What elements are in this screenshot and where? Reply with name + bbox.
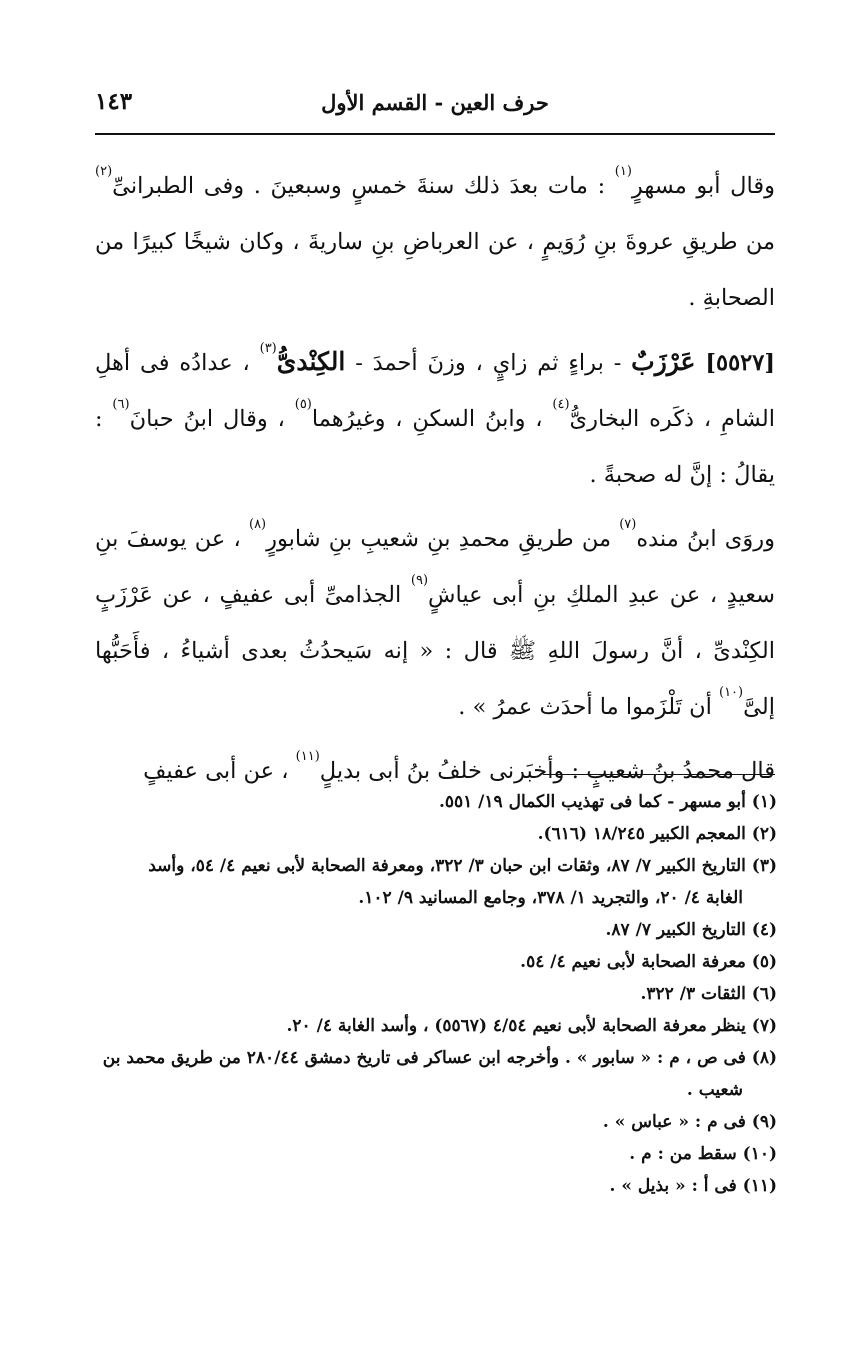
text-segment: ، وابنُ السكنِ ، وغيرُهما	[311, 406, 553, 432]
text-segment: ، عن يوسفَ بنِ سعيدٍ ، عن عبدِ الملكِ بنِ أبى عياشٍ	[95, 526, 775, 608]
footnotes	[95, 786, 777, 1202]
text-segment: : يقالُ : إنَّ له صحبةً .	[95, 406, 775, 488]
footnote-6: (٦) الثقات ٣/ ٣٢٢.	[640, 984, 777, 1004]
text-segment: ، عدادُه فى أهلِ الشامِ ، ذكَره البخارىُّ	[95, 350, 775, 432]
footnote-marker-9: (٩)	[410, 573, 429, 588]
footnote-marker-5: (٥)	[294, 397, 312, 412]
footnote-11: (١١) فى أ : « بذيل » .	[609, 1176, 777, 1196]
paragraph-1	[95, 158, 775, 326]
footnote-1: (١) أبو مسهر - كما فى تهذيب الكمال ١٩/ ٥٥١.	[438, 792, 777, 812]
text-segment: ، عن أبى عفيفٍ	[143, 758, 296, 784]
text-segment: : مات بعدَ ذلك سنةَ خمسٍ وسبعينَ . وفى الطبرانىِّ	[112, 173, 615, 199]
main-text	[95, 158, 775, 799]
footnote-3: (٣) التاريخ الكبير ٧/ ٨٧، وثقات ابن حبان ٣/ ٣٢٢، ومعرفة الصحابة لأبى نعيم ٤/ ٥٤، وأسد	[148, 856, 777, 876]
text-segment: من طريقِ عروةَ بنِ رُوَيمٍ ، عن العرباضِ بنِ ساريةَ ، وكان شيخًا كبيرًا من الصحابةِ .	[95, 229, 775, 311]
footnote-marker-11: (١١)	[295, 749, 320, 764]
footnote-marker-1: (١)	[614, 164, 632, 179]
footnote-marker-4: (٤)	[552, 397, 570, 412]
entry-number: [٥٥٢٧]	[705, 350, 775, 376]
paragraph-2-entry	[95, 334, 775, 503]
footnote-4: (٤) التاريخ الكبير ٧/ ٨٧.	[605, 920, 777, 940]
footnote-5: (٥) معرفة الصحابة لأبى نعيم ٤/ ٥٤.	[520, 952, 777, 972]
entry-name: عَرْزَبٌ	[631, 347, 696, 376]
text-segment: ، وقال ابنُ حبانَ	[129, 406, 295, 432]
header-rule	[95, 133, 775, 135]
text-segment: من طريقِ محمدِ بنِ شعيبِ بنِ شابورٍ	[266, 526, 620, 552]
footnote-marker-7: (٧)	[619, 517, 637, 532]
text-segment: أن تَلْزَموا ما أحدَث عمرُ » .	[458, 694, 719, 720]
text-segment: قال محمدُ بنُ شعيبٍ : وأخبَرنى خلفُ بنُ أبى بديلٍ	[319, 758, 775, 784]
text-segment: الجذامىِّ أبى عفيفٍ ، عن عَرْزَبٍ الكِنْدىِّ ، أنَّ رسولَ اللهِ ﷺ قال : « إنه سَيحدُثُ بعدى أشياءُ ، فأَحَبُّها إلىَّ	[95, 582, 775, 720]
footnote-marker-3: (٣)	[259, 341, 277, 356]
footnote-9: (٩) فى م : « عباس » .	[602, 1112, 777, 1132]
entry-nisba: الكِنْدىُّ	[276, 347, 346, 376]
footnote-marker-2: (٢)	[95, 164, 113, 179]
paragraph-3	[95, 511, 775, 735]
running-title: حرف العين - القسم الأول	[321, 90, 549, 115]
page-header	[95, 84, 775, 120]
text-segment: - براءٍ ثم زايٍ ، وزنَ أحمدَ -	[345, 350, 632, 376]
footnote-8-continued: شعيب .	[686, 1080, 743, 1100]
text-segment: وروَى ابنُ منده	[636, 526, 775, 552]
footnote-marker-10: (١٠)	[719, 685, 744, 700]
page-number: ١٤٣	[95, 88, 133, 115]
footnote-8: (٨) فى ص ، م : « سابور » . وأخرجه ابن عساكر فى تاريخ دمشق ٢٨٠/٤٤ من طريق محمد بن	[102, 1048, 777, 1068]
footnote-rule	[543, 774, 775, 775]
footnote-7: (٧) ينظر معرفة الصحابة لأبى نعيم ٤/٥٤ (٥٥٦٧) ، وأسد الغابة ٤/ ٢٠.	[286, 1016, 777, 1036]
footnote-marker-8: (٨)	[248, 517, 267, 532]
text-segment: وقال أبو مسهرٍ	[631, 173, 775, 199]
footnote-10: (١٠) سقط من : م .	[629, 1144, 777, 1164]
footnote-2: (٢) المعجم الكبير ١٨/٢٤٥ (٦١٦).	[537, 824, 777, 844]
footnote-3-continued: الغابة ٤/ ٢٠، والتجريد ١/ ٣٧٨، وجامع المسانيد ٩/ ١٠٢.	[358, 888, 743, 908]
footnote-marker-6: (٦)	[112, 397, 130, 412]
